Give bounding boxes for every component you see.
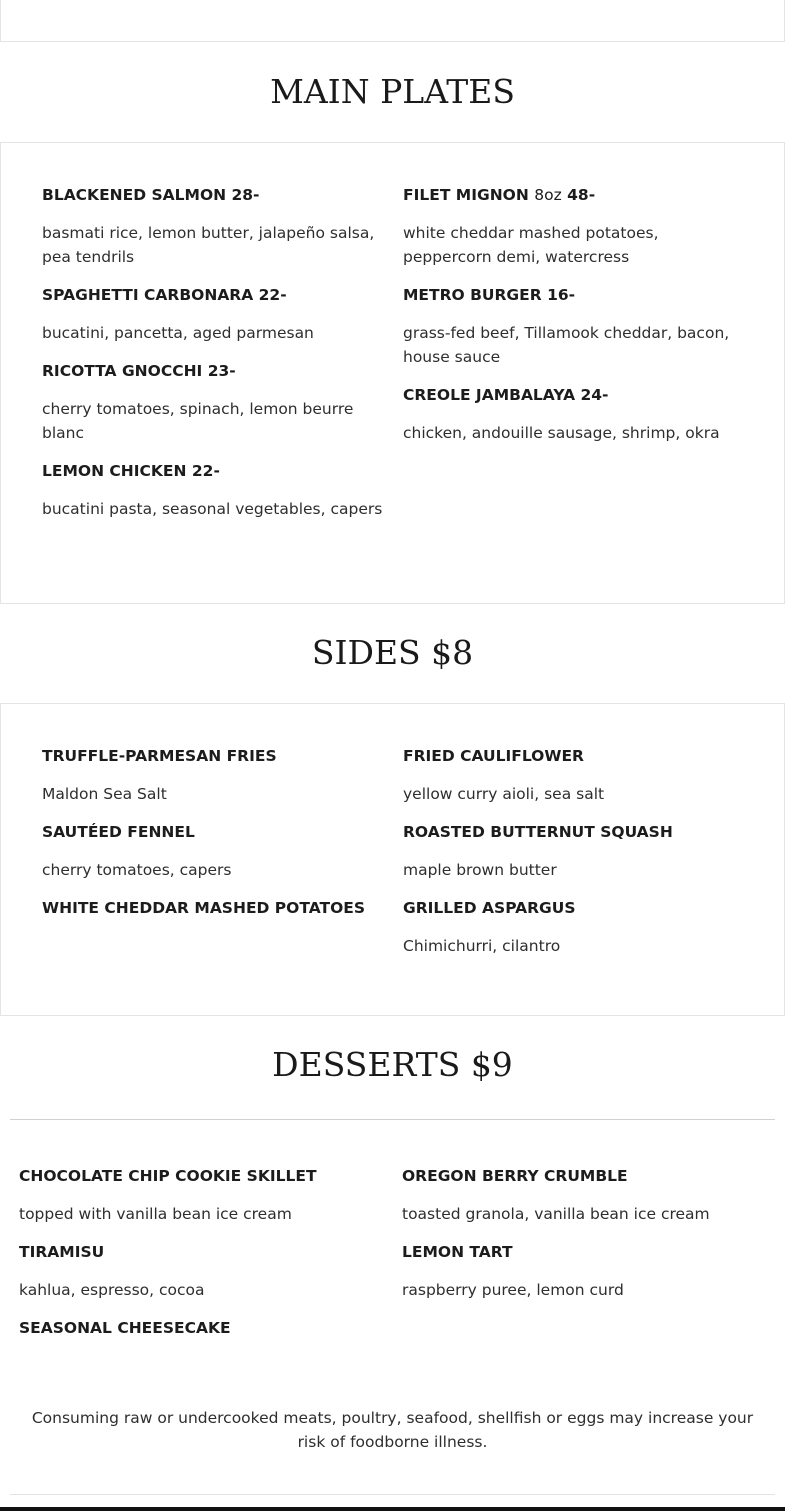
item-description: Chimichurri, cilantro (403, 937, 561, 955)
menu-item (403, 896, 748, 958)
section-title-desserts: DESSERTS $9 (272, 1045, 513, 1084)
main-plates-card (0, 142, 785, 604)
menu-item (42, 283, 387, 345)
footer-bar (0, 1507, 785, 1511)
item-name: METRO BURGER 16- (403, 286, 576, 304)
main-plates-right-column (403, 183, 748, 459)
item-description: bucatini, pancetta, aged parmesan (42, 324, 314, 342)
item-name: TRUFFLE-PARMESAN FRIES (42, 747, 277, 765)
item-name (403, 183, 748, 207)
item-description: raspberry puree, lemon curd (402, 1281, 624, 1299)
item-description: yellow curry aioli, sea salt (403, 785, 605, 803)
item-description: cherry tomatoes, capers (42, 861, 232, 879)
menu-item (403, 283, 748, 369)
sides-left-column (42, 744, 387, 920)
item-description: chicken, andouille sausage, shrimp, okra (403, 424, 720, 442)
item-name: GRILLED ASPARGUS (403, 899, 576, 917)
item-name: OREGON BERRY CRUMBLE (402, 1167, 628, 1185)
item-name: ROASTED BUTTERNUT SQUASH (403, 823, 673, 841)
foodborne-illness-notice: Consuming raw or undercooked meats, poultry, seafood, shellfish or eggs may increase your risk of foodborne illness. (31, 1409, 754, 1451)
item-description: basmati rice, lemon butter, jalapeño salsa, pea tendrils (42, 224, 375, 266)
menu-item (42, 744, 387, 806)
item-description: Maldon Sea Salt (42, 785, 167, 803)
item-name: FRIED CAULIFLOWER (403, 747, 584, 765)
item-name: RICOTTA GNOCCHI 23- (42, 362, 236, 380)
menu-item (402, 1164, 772, 1226)
item-name: WHITE CHEDDAR MASHED POTATOES (42, 899, 365, 917)
item-description: grass-fed beef, Tillamook cheddar, bacon, house sauce (403, 324, 730, 366)
item-name-main: FILET MIGNON (403, 186, 529, 204)
item-name: SPAGHETTI CARBONARA 22- (42, 286, 287, 304)
menu-item (403, 183, 748, 269)
item-description: bucatini pasta, seasonal vegetables, capers (42, 500, 383, 518)
menu-item (402, 1240, 772, 1302)
item-description: toasted granola, vanilla bean ice cream (402, 1205, 710, 1223)
item-name: BLACKENED SALMON 28- (42, 186, 260, 204)
desserts-left-column (19, 1164, 389, 1340)
item-size: 8oz (534, 186, 562, 204)
item-description: kahlua, espresso, cocoa (19, 1281, 205, 1299)
desserts-divider (10, 1119, 775, 1120)
desserts-right-column (402, 1164, 772, 1316)
menu-item (42, 820, 387, 882)
section-title-main-plates: MAIN PLATES (270, 72, 515, 111)
item-name: TIRAMISU (19, 1243, 105, 1261)
item-name: CHOCOLATE CHIP COOKIE SKILLET (19, 1167, 317, 1185)
main-plates-left-column (42, 183, 387, 535)
menu-item (403, 820, 748, 882)
sides-right-column (403, 744, 748, 972)
menu-item (42, 896, 387, 920)
menu-item (42, 359, 387, 445)
item-price: 48- (567, 186, 596, 204)
item-description: white cheddar mashed potatoes, peppercorn demi, watercress (403, 224, 659, 266)
item-name: LEMON TART (402, 1243, 513, 1261)
menu-item (19, 1240, 389, 1302)
footer-rule (10, 1494, 775, 1495)
menu-item (42, 459, 387, 521)
item-name: LEMON CHICKEN 22- (42, 462, 220, 480)
previous-section-box (0, 0, 785, 42)
menu-item (42, 183, 387, 269)
item-description: cherry tomatoes, spinach, lemon beurre blanc (42, 400, 354, 442)
section-title-sides: SIDES $8 (311, 633, 474, 672)
sides-card (0, 703, 785, 1016)
item-description: maple brown butter (403, 861, 557, 879)
menu-item (403, 383, 748, 445)
menu-item (403, 744, 748, 806)
item-description: topped with vanilla bean ice cream (19, 1205, 292, 1223)
item-name: CREOLE JAMBALAYA 24- (403, 386, 609, 404)
menu-item (19, 1316, 389, 1340)
item-name: SEASONAL CHEESECAKE (19, 1319, 231, 1337)
menu-item (19, 1164, 389, 1226)
item-name: SAUTÉED FENNEL (42, 823, 195, 841)
